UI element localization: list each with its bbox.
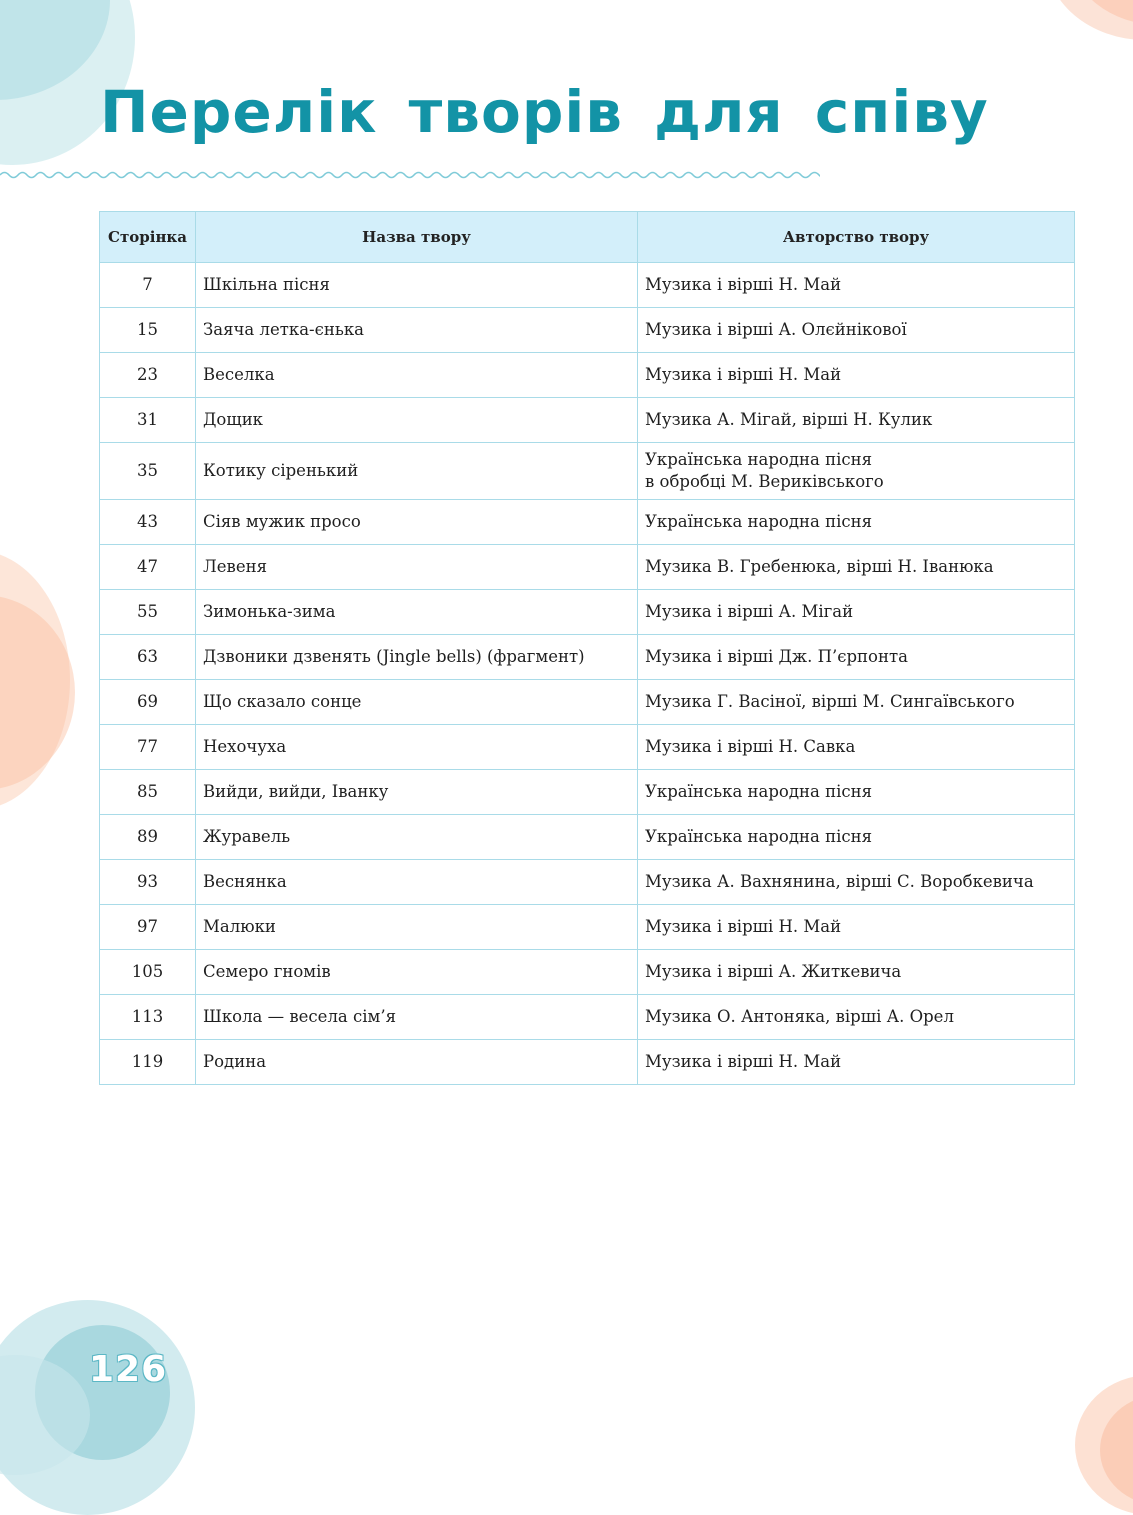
cell-page: 85 (100, 770, 196, 815)
cell-name: Заяча летка-єнька (196, 308, 638, 353)
cell-page: 119 (100, 1040, 196, 1085)
cell-author: Музика і вірші Н. Май (638, 263, 1075, 308)
cell-name: Веснянка (196, 860, 638, 905)
cell-name: Що сказало сонце (196, 680, 638, 725)
cell-author: Музика О. Антоняка, вірші А. Орел (638, 995, 1075, 1040)
cell-author: Музика А. Вахнянина, вірші С. Воробкевича (638, 860, 1075, 905)
cell-name: Шкільна пісня (196, 263, 638, 308)
cell-page: 47 (100, 545, 196, 590)
cell-name: Вийди, вийди, Іванку (196, 770, 638, 815)
cell-name: Зимонька-зима (196, 590, 638, 635)
works-table (99, 211, 1075, 1085)
table-row (100, 725, 1075, 770)
cell-name: Журавель (196, 815, 638, 860)
table-row (100, 860, 1075, 905)
table-row (100, 590, 1075, 635)
cell-name: Левеня (196, 545, 638, 590)
cell-name: Котику сіренький (196, 443, 638, 500)
cell-author (638, 443, 1075, 500)
cell-name: Нехочуха (196, 725, 638, 770)
table-row (100, 1040, 1075, 1085)
cell-author: Музика і вірші Н. Савка (638, 725, 1075, 770)
cell-page: 7 (100, 263, 196, 308)
cell-page: 77 (100, 725, 196, 770)
author-line: Українська народна пісня (645, 450, 873, 469)
cell-page: 93 (100, 860, 196, 905)
cell-name: Веселка (196, 353, 638, 398)
cell-author: Музика і вірші Н. Май (638, 353, 1075, 398)
cell-page: 105 (100, 950, 196, 995)
cell-author: Музика Г. Васіної, вірші М. Сингаївського (638, 680, 1075, 725)
table-row (100, 995, 1075, 1040)
page-title: Перелік творів для співу (100, 78, 989, 146)
cell-author: Музика і вірші Дж. П’єрпонта (638, 635, 1075, 680)
table-row (100, 950, 1075, 995)
cell-page: 113 (100, 995, 196, 1040)
cell-author: Музика і вірші Н. Май (638, 905, 1075, 950)
cell-page: 31 (100, 398, 196, 443)
cell-author: Музика і вірші А. Мігай (638, 590, 1075, 635)
page-number: 126 (89, 1349, 168, 1390)
table-row (100, 680, 1075, 725)
cell-author: Українська народна пісня (638, 500, 1075, 545)
cell-page: 23 (100, 353, 196, 398)
table-row (100, 815, 1075, 860)
table-row (100, 263, 1075, 308)
cell-name: Сіяв мужик просо (196, 500, 638, 545)
cell-page: 97 (100, 905, 196, 950)
author-line: в обробці М. Вериківського (645, 472, 884, 491)
table-row (100, 500, 1075, 545)
table-row (100, 443, 1075, 500)
cell-name: Дощик (196, 398, 638, 443)
header-page: Сторінка (100, 212, 196, 263)
cell-author: Музика В. Гребенюка, вірші Н. Іванюка (638, 545, 1075, 590)
cell-name: Школа — весела сім’я (196, 995, 638, 1040)
cell-name: Дзвоники дзвенять (Jingle bells) (фрагмент) (196, 635, 638, 680)
cell-name: Семеро гномів (196, 950, 638, 995)
table-header-row (100, 212, 1075, 263)
cell-author: Музика і вірші А. Олєйнікової (638, 308, 1075, 353)
cell-author: Музика і вірші Н. Май (638, 1040, 1075, 1085)
table-row (100, 635, 1075, 680)
decor-blob (0, 595, 75, 790)
table-row (100, 353, 1075, 398)
cell-author: Українська народна пісня (638, 815, 1075, 860)
cell-page: 15 (100, 308, 196, 353)
table-row (100, 545, 1075, 590)
cell-name: Малюки (196, 905, 638, 950)
cell-author: Музика і вірші А. Житкевича (638, 950, 1075, 995)
cell-author: Музика А. Мігай, вірші Н. Кулик (638, 398, 1075, 443)
cell-page: 43 (100, 500, 196, 545)
table-row (100, 905, 1075, 950)
cell-page: 55 (100, 590, 196, 635)
cell-page: 69 (100, 680, 196, 725)
table-row (100, 398, 1075, 443)
header-name: Назва твору (196, 212, 638, 263)
cell-page: 63 (100, 635, 196, 680)
table-row (100, 770, 1075, 815)
wavy-divider (0, 165, 820, 185)
cell-page: 89 (100, 815, 196, 860)
cell-name: Родина (196, 1040, 638, 1085)
cell-page: 35 (100, 443, 196, 500)
table-row (100, 308, 1075, 353)
cell-author: Українська народна пісня (638, 770, 1075, 815)
header-author: Авторство твору (638, 212, 1075, 263)
